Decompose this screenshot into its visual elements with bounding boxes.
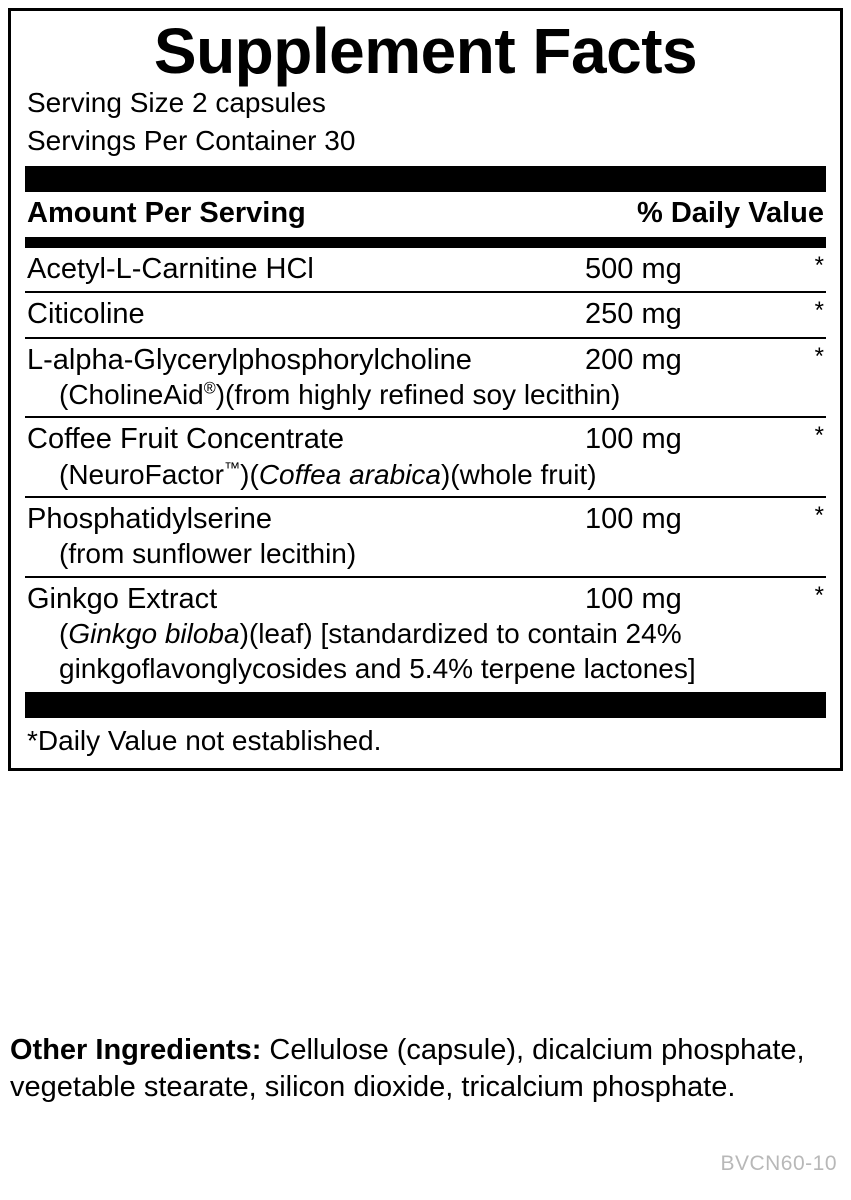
source-note-suffix: )(whole fruit) xyxy=(440,458,597,490)
nutrient-name: Citicoline xyxy=(27,298,145,331)
nutrient-amount: 200 mg xyxy=(585,343,682,376)
nutrient-amount: 250 mg xyxy=(585,298,682,331)
divider-medium xyxy=(25,237,826,248)
product-code: BVCN60-10 xyxy=(720,1152,837,1175)
serving-size-line: Serving Size 2 capsules xyxy=(27,86,326,118)
daily-value-footnote: *Daily Value not established. xyxy=(27,725,382,757)
divider-thick-bottom xyxy=(25,692,826,718)
servings-per-container-line: Servings Per Container 30 xyxy=(27,124,356,156)
source-note-standardization-line2: ginkgoflavonglycosides and 5.4% terpene lactones] xyxy=(59,652,696,684)
nutrient-amount: 100 mg xyxy=(585,503,682,536)
source-note-botanical-name: Coffea arabica xyxy=(258,458,441,490)
header-amount-per-serving: Amount Per Serving xyxy=(27,197,306,230)
source-note-botanical-name: Ginkgo biloba xyxy=(68,618,240,650)
table-row xyxy=(25,248,826,291)
nutrient-amount: 500 mg xyxy=(585,253,682,286)
nutrient-source-note: (from sunflower lecithin) xyxy=(59,538,357,570)
table-header-row xyxy=(25,192,826,234)
other-ingredients-text: Cellulose (capsule), dicalcium phosphate, vegetable stearate, silicon dioxide, tricalcium phosphate. xyxy=(10,1034,805,1104)
trademark-icon: ™ xyxy=(223,459,241,478)
nutrient-amount: 100 mg xyxy=(585,423,682,456)
nutrient-source-note xyxy=(25,616,826,651)
nutrient-daily-value: * xyxy=(814,502,824,530)
nutrient-name: Ginkgo Extract xyxy=(27,582,218,615)
nutrient-daily-value: * xyxy=(814,252,824,280)
nutrient-name: Phosphatidylserine xyxy=(27,503,273,536)
source-note-standardization-line1: )(leaf) [standardized to contain 24% xyxy=(239,618,682,650)
nutrient-name: L-alpha-Glycerylphosphorylcholine xyxy=(27,343,472,376)
nutrient-name: Coffee Fruit Concentrate xyxy=(27,423,345,456)
nutrient-daily-value: * xyxy=(814,581,824,609)
source-note-suffix: )(from highly refined soy lecithin) xyxy=(215,378,621,410)
header-percent-daily-value: % Daily Value xyxy=(637,197,824,230)
supplement-facts-panel xyxy=(8,8,843,771)
source-note-prefix: (NeuroFactor xyxy=(59,458,224,490)
other-ingredients-label: Other Ingredients: xyxy=(10,1034,262,1066)
nutrient-daily-value: * xyxy=(814,342,824,370)
nutrient-name: Acetyl-L-Carnitine HCl xyxy=(27,253,314,286)
table-row xyxy=(25,496,826,576)
other-ingredients xyxy=(10,1032,848,1106)
table-row xyxy=(25,416,826,496)
nutrient-daily-value: * xyxy=(814,422,824,450)
table-row xyxy=(25,291,826,336)
divider-thick-top xyxy=(25,166,826,192)
nutrient-daily-value: * xyxy=(814,297,824,325)
registered-trademark-icon: ® xyxy=(203,379,216,398)
table-row xyxy=(25,576,826,690)
nutrient-source-note xyxy=(25,377,826,412)
table-row xyxy=(25,337,826,417)
source-note-mid: )( xyxy=(240,458,259,490)
page-title: Supplement Facts xyxy=(153,15,698,87)
source-note-open-paren: ( xyxy=(59,618,69,650)
source-note-prefix: (CholineAid xyxy=(59,378,204,410)
nutrient-amount: 100 mg xyxy=(585,582,682,615)
nutrient-source-note xyxy=(25,457,826,492)
